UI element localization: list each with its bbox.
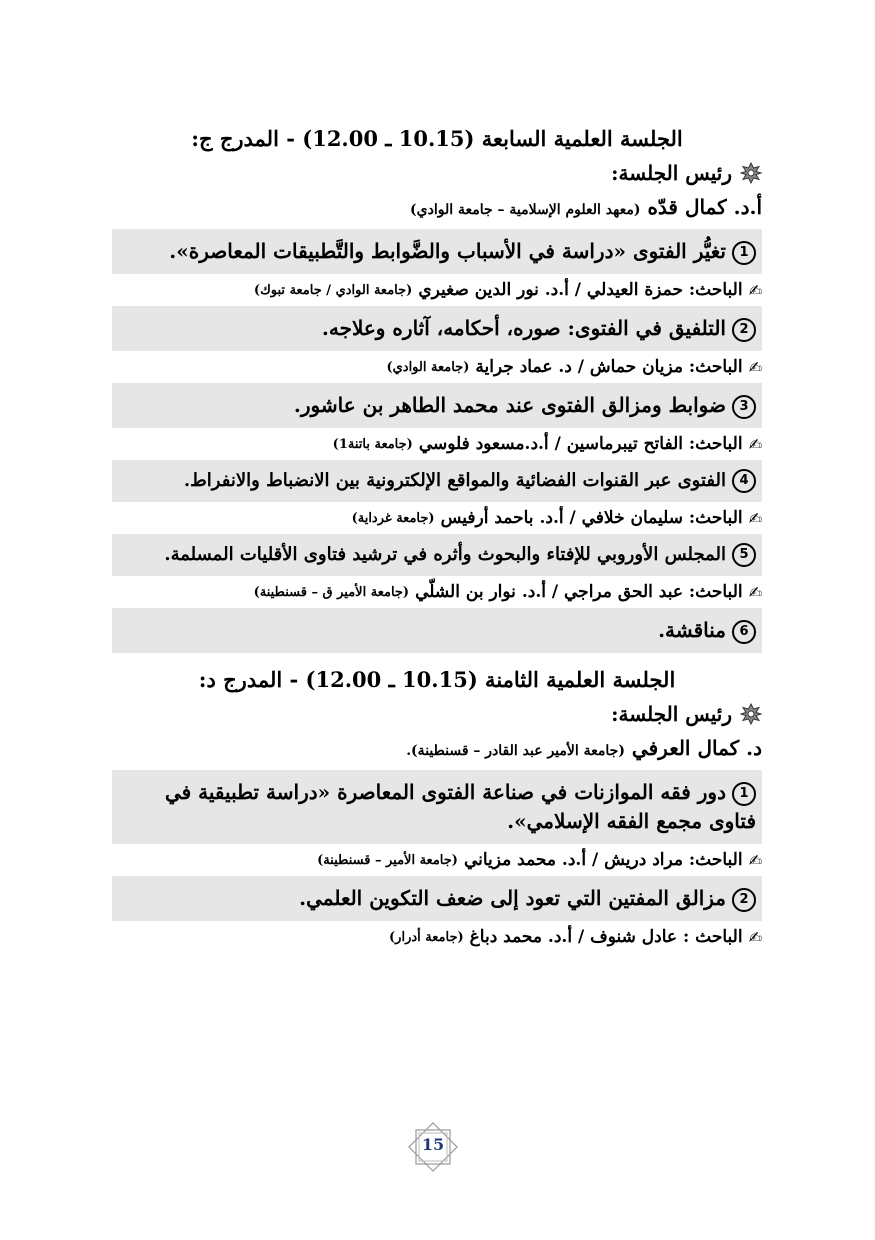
researcher-affiliation: (جامعة باتنة1) xyxy=(332,436,413,452)
pen-icon: ✍ xyxy=(748,357,762,377)
page-number-badge xyxy=(402,1122,464,1172)
chair-name-text: أ.د. كمال قدّه xyxy=(647,195,762,219)
item-number: 4 xyxy=(732,469,756,493)
session-8 xyxy=(112,667,762,947)
topic-item xyxy=(112,608,762,653)
ornament-star-icon xyxy=(740,703,762,725)
researcher-names: الباحث: الفاتح تيبرماسين / أ.د.مسعود فلوسي xyxy=(418,434,743,454)
pen-icon: ✍ xyxy=(748,927,762,947)
pen-icon: ✍ xyxy=(748,582,762,602)
researcher-names: الباحث: مزيان حماش / د. عماد جراية xyxy=(475,357,743,377)
item-number: 1 xyxy=(732,241,756,265)
page-number: 15 xyxy=(421,1135,445,1154)
researcher-line xyxy=(112,357,762,377)
chair-affiliation: (جامعة الأمير عبد القادر – قسنطينة). xyxy=(406,743,625,760)
item-number: 2 xyxy=(732,318,756,342)
topic-title: دور فقه الموازنات في صناعة الفتوى المعاصرة «دراسة تطبيقية في فتاوى مجمع الفقه الإسلامي». xyxy=(164,780,756,834)
researcher-line xyxy=(112,582,762,602)
ornament-star-icon xyxy=(740,162,762,184)
researcher-affiliation: (جامعة الوادي / جامعة تبوك) xyxy=(253,282,413,298)
topic-item xyxy=(112,534,762,576)
chair-label: رئيس الجلسة: xyxy=(611,161,732,185)
topic-title: ضوابط ومزالق الفتوى عند محمد الطاهر بن عاشور. xyxy=(293,393,726,417)
item-number: 2 xyxy=(732,888,756,912)
item-number: 6 xyxy=(732,620,756,644)
topic-item xyxy=(112,229,762,274)
program-page xyxy=(112,118,762,953)
topic-title: المجلس الأوروبي للإفتاء والبحوث وأثره في ترشيد فتاوى الأقليات المسلمة. xyxy=(164,544,726,566)
topic-title: التلفيق في الفتوى: صوره، أحكامه، آثاره وعلاجه. xyxy=(321,316,726,340)
chair-name xyxy=(112,195,762,219)
item-number: 1 xyxy=(732,782,756,806)
researcher-names: الباحث: عبد الحق مراجي / أ.د. نوار بن الشلّي xyxy=(415,582,743,603)
researcher-affiliation: (جامعة الوادي) xyxy=(386,359,470,375)
researcher-affiliation: (جامعة غرداية) xyxy=(351,510,435,526)
chair-label-row xyxy=(112,161,762,185)
researcher-line xyxy=(112,434,762,454)
chair-label-row xyxy=(112,702,762,726)
researcher-line xyxy=(112,927,762,947)
topic-item xyxy=(112,460,762,502)
pen-icon: ✍ xyxy=(748,280,762,300)
chair-name-text: د. كمال العرفي xyxy=(631,736,762,761)
researcher-line xyxy=(112,280,762,300)
chair-affiliation: (معهد العلوم الإسلامية – جامعة الوادي) xyxy=(410,202,641,218)
researcher-line xyxy=(112,508,762,528)
researcher-affiliation: (جامعة الأمير – قسنطينة) xyxy=(317,852,458,868)
topic-title: مناقشة. xyxy=(658,618,726,643)
item-number: 5 xyxy=(732,543,756,567)
topic-title: مزالق المفتين التي تعود إلى ضعف التكوين العلمي. xyxy=(299,886,726,911)
topic-title: الفتوى عبر القنوات الفضائية والمواقع الإلكترونية بين الانضباط والانفراط. xyxy=(183,470,726,491)
researcher-names: الباحث: سليمان خلافي / أ.د. باحمد أرفيس xyxy=(440,508,743,529)
researcher-line xyxy=(112,850,762,870)
session-title: الجلسة العلمية الثامنة (10.15 ـ 12.00) - المدرج د: xyxy=(198,667,676,693)
researcher-affiliation: (جامعة أدرار) xyxy=(389,929,464,945)
pen-icon: ✍ xyxy=(748,850,762,870)
pen-icon: ✍ xyxy=(748,434,762,454)
chair-name xyxy=(112,736,762,760)
item-number: 3 xyxy=(732,395,756,419)
session-title: الجلسة العلمية السابعة (10.15 ـ 12.00) - المدرج ج: xyxy=(191,126,683,151)
researcher-names: الباحث: مراد دريش / أ.د. محمد مزياني xyxy=(463,850,743,871)
topic-item xyxy=(112,876,762,921)
researcher-names: الباحث: حمزة العيدلي / أ.د. نور الدين صغيري xyxy=(418,280,743,300)
researcher-names: الباحث : عادل شنوف / أ.د. محمد دباغ xyxy=(469,927,743,948)
topic-item xyxy=(112,770,762,844)
topic-item xyxy=(112,306,762,351)
pen-icon: ✍ xyxy=(748,508,762,528)
topic-title: تغيُّر الفتوى «دراسة في الأسباب والضَّوابط والتَّطبيقات المعاصرة». xyxy=(169,239,726,263)
researcher-affiliation: (جامعة الأمير ق – قسنطينة) xyxy=(253,584,410,600)
chair-label: رئيس الجلسة: xyxy=(611,702,732,727)
session-7 xyxy=(112,126,762,653)
topic-item xyxy=(112,383,762,428)
